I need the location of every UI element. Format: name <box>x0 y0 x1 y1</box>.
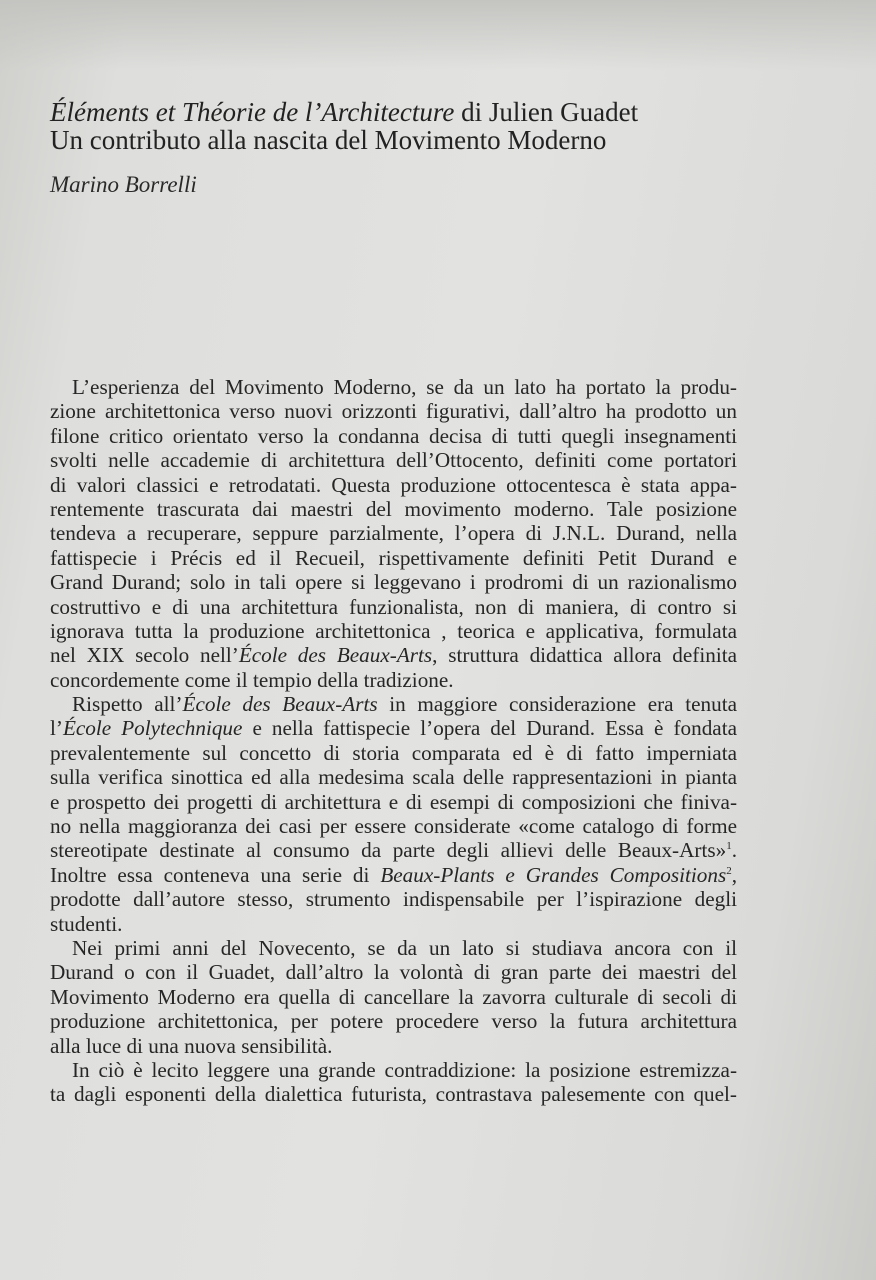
text-run: Durand o con il Guadet, dall’altro la volontà di gran parte dei maestri del <box>50 960 737 985</box>
author-name: Marino Borrelli <box>50 172 197 197</box>
paragraph <box>50 1058 737 1107</box>
text-line <box>50 1082 737 1106</box>
text-run: , struttura didattica allora definita <box>432 643 738 668</box>
text-run: tendeva a recuperare, seppure parzialmente, l’opera di J.N.L. Durand, nella <box>50 521 737 546</box>
text-line <box>50 1058 737 1082</box>
text-run: svolti nelle accademie di architettura dell’Ottocento, definiti come portatori <box>50 448 737 473</box>
italic-text: École Polytechnique <box>62 716 243 741</box>
title-author-ref: di Julien Guadet <box>454 97 639 127</box>
text-line <box>50 424 737 448</box>
text-run: Inoltre essa conteneva una serie di <box>50 862 381 887</box>
footnote-ref: 2 <box>726 864 732 877</box>
text-line <box>50 887 737 911</box>
text-line <box>50 497 737 521</box>
text-run: in maggiore considerazione era tenuta <box>377 692 737 717</box>
text-line <box>50 375 737 399</box>
text-line <box>50 1034 737 1058</box>
text-line <box>50 863 737 887</box>
text-line <box>50 473 737 497</box>
text-line <box>50 570 737 594</box>
text-run: ignorava tutta la produzione architettonica , teorica e applicativa, formulata <box>50 618 737 643</box>
text-run: studenti. <box>50 911 123 936</box>
text-line <box>50 936 737 960</box>
text-run: zione architettonica verso nuovi orizzonti figurativi, dall’altro ha prodotto un <box>50 399 737 424</box>
text-run: , <box>731 862 737 887</box>
text-line <box>50 521 737 545</box>
text-line <box>50 765 737 789</box>
text-line <box>50 716 737 740</box>
text-line <box>50 838 737 862</box>
text-run: Nei primi anni del Novecento, se da un lato si studiava ancora con il <box>72 935 737 960</box>
footnote-ref: 1 <box>726 840 732 853</box>
text-line <box>50 448 737 472</box>
text-run: e nella fattispecie l’opera del Durand. Essa è fondata <box>242 716 737 741</box>
text-line <box>50 643 737 667</box>
text-run: sulla verifica sinottica ed alla medesima scala delle rappresentazioni in pianta <box>50 765 737 790</box>
text-line <box>50 960 737 984</box>
text-line <box>50 985 737 1009</box>
text-line <box>50 1009 737 1033</box>
text-run: no nella maggioranza dei casi per essere considerate «come catalogo di forme <box>50 814 737 839</box>
paragraph <box>50 692 737 936</box>
text-run: Rispetto all’ <box>72 692 183 717</box>
text-run: filone critico orientato verso la condanna decisa di tutti quegli insegnamenti <box>50 423 737 448</box>
title-line-1 <box>50 98 638 126</box>
article-body <box>50 375 737 1107</box>
text-line <box>50 546 737 570</box>
text-run: e prospetto dei progetti di architettura e di esempi di composizioni che finiva- <box>50 789 737 814</box>
text-line <box>50 814 737 838</box>
text-run: prevalentemente sul concetto di storia comparata ed è di fatto imperniata <box>50 740 737 765</box>
text-run: stereotipate destinate al consumo da parte degli allievi delle Beaux-Arts» <box>50 838 727 863</box>
text-run: ta dagli esponenti della dialettica futurista, contrastava palesemente con quel- <box>50 1082 737 1107</box>
text-run: . <box>731 838 737 863</box>
text-line <box>50 619 737 643</box>
italic-text: École des Beaux-Arts <box>238 643 433 668</box>
text-run: nel XIX secolo nell’ <box>50 643 239 668</box>
article-title <box>50 98 638 154</box>
text-line <box>50 399 737 423</box>
italic-text: École des Beaux-Arts <box>182 692 378 717</box>
subtitle: Un contributo alla nascita del Movimento Moderno <box>50 125 607 155</box>
text-run: In ciò è lecito leggere una grande contraddizione: la posizione estremizza- <box>72 1057 737 1082</box>
text-run: L’esperienza del Movimento Moderno, se da un lato ha portato la produ- <box>72 375 737 399</box>
text-line <box>50 668 737 692</box>
text-line <box>50 692 737 716</box>
text-run: costruttivo e di una architettura funzionalista, non di maniera, di contro si <box>50 594 737 619</box>
paragraph <box>50 936 737 1058</box>
text-line <box>50 912 737 936</box>
text-run: l’ <box>50 716 63 741</box>
text-line <box>50 741 737 765</box>
text-run: rentemente trascurata dai maestri del movimento moderno. Tale posizione <box>50 496 737 521</box>
text-run: produzione architettonica, per potere procedere verso la futura architettura <box>50 1009 737 1034</box>
text-line <box>50 790 737 814</box>
text-run: di valori classici e retrodatati. Questa produzione ottocentesca è stata appa- <box>50 472 737 497</box>
text-line <box>50 595 737 619</box>
text-run: prodotte dall’autore stesso, strumento indispensabile per l’ispirazione degli <box>50 887 737 912</box>
paragraph <box>50 375 737 692</box>
book-title: Éléments et Théorie de l’Architecture <box>50 97 455 127</box>
text-run: Movimento Moderno era quella di cancellare la zavorra culturale di secoli di <box>50 984 737 1009</box>
text-run: Grand Durand; solo in tali opere si leggevano i prodromi di un razionalismo <box>50 570 737 595</box>
page-top-shadow <box>0 0 876 70</box>
text-run: fattispecie i Précis ed il Recueil, rispettivamente definiti Petit Durand e <box>50 545 737 570</box>
text-run: concordemente come il tempio della tradizione. <box>50 667 454 692</box>
text-run: alla luce di una nuova sensibilità. <box>50 1033 333 1058</box>
italic-text: Beaux-Plants e Grandes Compositions <box>380 862 727 887</box>
